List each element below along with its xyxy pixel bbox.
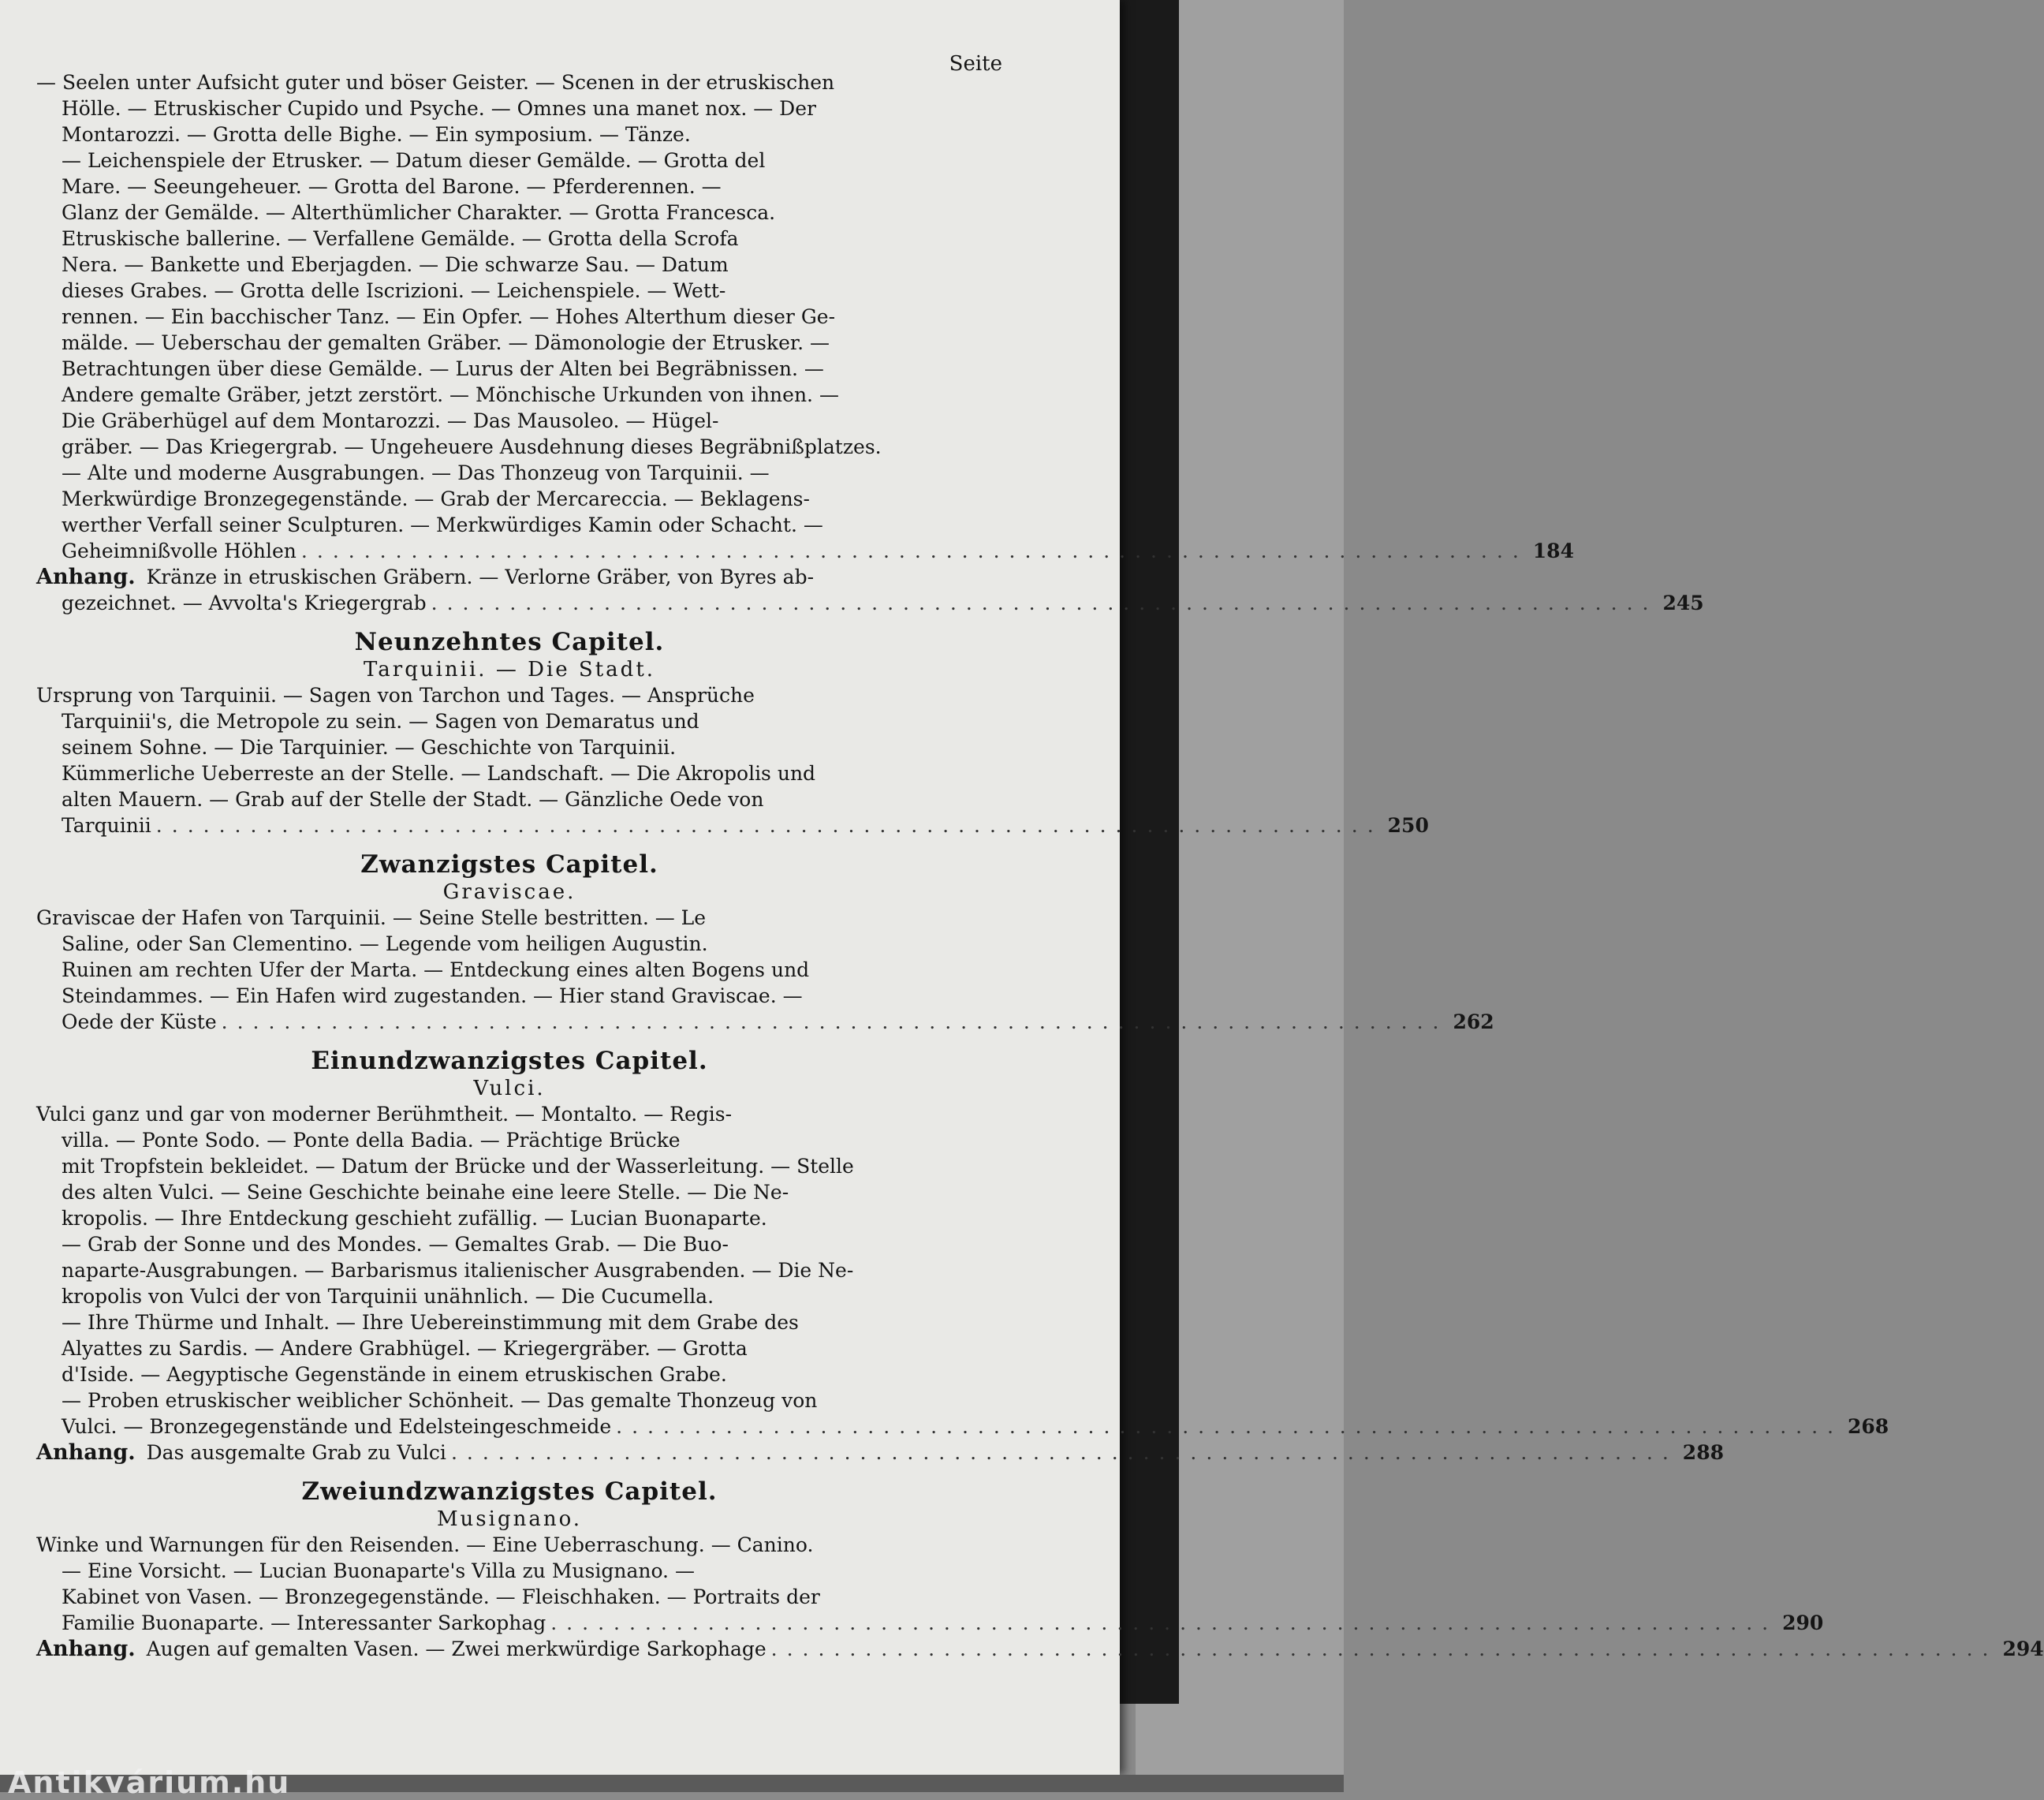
- text-line: Winke und Warnungen für den Reisenden. — Eine Ueberraschung. — Canino.: [36, 1533, 814, 1556]
- page-number: 184: [1532, 540, 1574, 562]
- seite-label: Seite: [949, 52, 1002, 76]
- leader-dots: ..............................................................................: [450, 1441, 1678, 1464]
- text-line: Nera. — Bankette und Eberjagden. — Die schwarze Sau. — Datum: [62, 253, 729, 276]
- text-line: gräber. — Das Kriegergrab. — Ungeheuere Ausdehnung dieses Begräbnißplatzes.: [62, 435, 882, 458]
- text-line: Steindammes. — Ein Hafen wird zugestanden. — Hier stand Graviscae. —: [62, 984, 803, 1007]
- text-line: villa. — Ponte Sodo. — Ponte della Badia. — Prächtige Brücke: [62, 1129, 681, 1152]
- text-line: alten Mauern. — Grab auf der Stelle der Stadt. — Gänzliche Oede von: [62, 788, 764, 811]
- text-line: Vulci ganz und gar von moderner Berühmtheit. — Montalto. — Regis-: [36, 1103, 733, 1126]
- toc-entry-end: [36, 812, 1429, 838]
- toc-entry-end: [36, 1413, 1889, 1440]
- toc-entry-end: [36, 1636, 2044, 1662]
- text-line: — Leichenspiele der Etrusker. — Datum dieser Gemälde. — Grotta del: [62, 149, 766, 172]
- text-line: Andere gemalte Gräber, jetzt zerstört. — Mönchische Urkunden von ihnen. —: [62, 383, 839, 406]
- text-line: werther Verfall seiner Sculpturen. — Merkwürdiges Kamin oder Schacht. —: [62, 513, 823, 536]
- toc-entry-end: [36, 1009, 1494, 1035]
- leader-dots: ..............................................................................: [550, 1611, 1778, 1634]
- watermark: Antikvárium.hu: [8, 1765, 291, 1800]
- leader-dots: ..............................................................................: [770, 1638, 1998, 1660]
- ch22-block: [36, 1532, 2044, 1662]
- text-line: Betrachtungen über diese Gemälde. — Lurus der Alten bei Begräbnissen. —: [62, 357, 824, 380]
- leader-dots: ..............................................................................: [300, 540, 1528, 562]
- page-number: 290: [1782, 1611, 1824, 1634]
- text-line: d'Iside. — Aegyptische Gegenstände in einem etruskischen Grabe.: [62, 1363, 727, 1386]
- text-line: Kümmerliche Ueberreste an der Stelle. — Landschaft. — Die Akropolis und: [62, 762, 816, 785]
- chapter-title: Zweiundzwanzigstes Capitel.: [301, 1477, 718, 1506]
- text-line: rennen. — Ein bacchischer Tanz. — Ein Opfer. — Hohes Alterthum dieser Ge-: [62, 305, 836, 328]
- page-number: 245: [1662, 592, 1704, 614]
- text-line: Ursprung von Tarquinii. — Sagen von Tarchon und Tages. — Ansprüche: [36, 684, 755, 707]
- text-line: Merkwürdige Bronzegegenstände. — Grab der Mercareccia. — Beklagens-: [62, 487, 810, 510]
- text-line: Hölle. — Etruskischer Cupido und Psyche. — Omnes una manet nox. — Der: [62, 97, 816, 120]
- anhang-label: Anhang.: [36, 1637, 136, 1661]
- text-line: — Alte und moderne Ausgrabungen. — Das Thonzeug von Tarquinii. —: [62, 461, 770, 484]
- text-line: kropolis von Vulci der von Tarquinii unähnlich. — Die Cucumella.: [62, 1285, 714, 1308]
- text-line: — Eine Vorsicht. — Lucian Buonaparte's Villa zu Musignano. —: [62, 1559, 695, 1582]
- text-line: dieses Grabes. — Grotta delle Iscrizioni. — Leichenspiele. — Wett-: [62, 279, 726, 302]
- text-line: naparte-Ausgrabungen. — Barbarismus italienischer Ausgrabenden. — Die Ne-: [62, 1259, 854, 1282]
- chapter-title: Zwanzigstes Capitel.: [360, 850, 658, 879]
- text-line: kropolis. — Ihre Entdeckung geschieht zufällig. — Lucian Buonaparte.: [62, 1207, 767, 1230]
- entry-last-line: Oede der Küste: [62, 1010, 217, 1033]
- leader-dots: ..............................................................................: [221, 1010, 1449, 1033]
- entry-last-line: Vulci. — Bronzegegenstände und Edelsteingeschmeide: [62, 1415, 612, 1438]
- leader-dots: ..............................................................................: [431, 592, 1658, 614]
- anhang-line: [36, 564, 983, 590]
- text-line: des alten Vulci. — Seine Geschichte beinahe eine leere Stelle. — Die Ne-: [62, 1181, 789, 1204]
- anhang-label: Anhang.: [36, 565, 136, 589]
- chapter-heading: [36, 1046, 983, 1101]
- text-line: Glanz der Gemälde. — Alterthümlicher Charakter. — Grotta Francesca.: [62, 201, 776, 224]
- page-number: 262: [1453, 1010, 1494, 1033]
- text-line: — Grab der Sonne und des Mondes. — Gemaltes Grab. — Die Buo-: [62, 1233, 729, 1256]
- leader-dots: ..............................................................................: [155, 814, 1383, 837]
- page-number: 294: [2002, 1638, 2044, 1660]
- entry-last-line: Familie Buonaparte. — Interessanter Sarkophag: [62, 1611, 546, 1634]
- text-line: Tarquinii's, die Metropole zu sein. — Sagen von Demaratus und: [62, 710, 699, 733]
- entry-last-line: Geheimnißvolle Höhlen: [62, 540, 297, 562]
- text-line: — Seelen unter Aufsicht guter und böser Geister. — Scenen in der etruskischen: [36, 71, 835, 94]
- ch19-block: [36, 682, 1429, 838]
- toc-entry-end: [36, 1440, 1724, 1466]
- text-line: mit Tropfstein bekleidet. — Datum der Brücke und der Wasserleitung. — Stelle: [62, 1155, 854, 1178]
- toc-content: [36, 46, 2044, 1662]
- ch18-block: [36, 69, 1704, 616]
- text-line: Etruskische ballerine. — Verfallene Gemälde. — Grotta della Scrofa: [62, 227, 739, 250]
- page-number: 288: [1682, 1441, 1724, 1464]
- toc-entry-end: [36, 590, 1704, 616]
- toc-entry-end: [36, 1610, 1824, 1636]
- chapter-subtitle: Musignano.: [436, 1507, 583, 1531]
- text-line: Ruinen am rechten Ufer der Marta. — Entdeckung eines alten Bogens und: [62, 958, 810, 981]
- page-number: 268: [1848, 1415, 1889, 1438]
- text-line: Graviscae der Hafen von Tarquinii. — Seine Stelle bestritten. — Le: [36, 906, 707, 929]
- chapter-title: Einundzwanzigstes Capitel.: [311, 1047, 708, 1075]
- text-line: — Proben etruskischer weiblicher Schönheit. — Das gemalte Thonzeug von: [62, 1389, 818, 1412]
- ch20-block: [36, 905, 1494, 1035]
- chapter-title: Neunzehntes Capitel.: [354, 628, 665, 656]
- text-line: Die Gräberhügel auf dem Montarozzi. — Das Mausoleo. — Hügel-: [62, 409, 719, 432]
- chapter-subtitle: Graviscae.: [442, 880, 576, 904]
- text-line: Montarozzi. — Grotta delle Bighe. — Ein symposium. — Tänze.: [62, 123, 691, 146]
- page-number: 250: [1387, 814, 1429, 837]
- chapter-heading: [36, 1477, 983, 1532]
- text-line: seinem Sohne. — Die Tarquinier. — Geschichte von Tarquinii.: [62, 736, 677, 759]
- anhang-label: Anhang.: [36, 1440, 136, 1465]
- chapter-subtitle: Vulci.: [473, 1077, 546, 1100]
- toc-entry-end: [36, 538, 1574, 564]
- anhang-text: Das ausgemalte Grab zu Vulci: [146, 1441, 446, 1464]
- entry-last-line: Tarquinii: [62, 814, 151, 837]
- text-line: Saline, oder San Clementino. — Legende vom heiligen Augustin.: [62, 932, 708, 955]
- ch21-block: [36, 1101, 1889, 1466]
- chapter-heading: [36, 850, 983, 905]
- anhang-last-line: gezeichnet. — Avvolta's Kriegergrab: [62, 592, 427, 614]
- text-line: — Ihre Thürme und Inhalt. — Ihre Uebereinstimmung mit dem Grabe des: [62, 1311, 799, 1334]
- anhang-text: Augen auf gemalten Vasen. — Zwei merkwürdige Sarkophage: [146, 1638, 766, 1660]
- text-line: Mare. — Seeungeheuer. — Grotta del Barone. — Pferderennen. —: [62, 175, 722, 198]
- text-line: mälde. — Ueberschau der gemalten Gräber. — Dämonologie der Etrusker. —: [62, 331, 830, 354]
- anhang-text: Kränze in etruskischen Gräbern. — Verlorne Gräber, von Byres ab-: [146, 566, 815, 588]
- chapter-heading: [36, 627, 983, 682]
- text-line: Alyattes zu Sardis. — Andere Grabhügel. — Kriegergräber. — Grotta: [62, 1337, 748, 1360]
- chapter-subtitle: Tarquinii. — Die Stadt.: [363, 658, 656, 682]
- leader-dots: ..............................................................................: [616, 1415, 1844, 1438]
- text-line: Kabinet von Vasen. — Bronzegegenstände. — Fleischhaken. — Portraits der: [62, 1585, 820, 1608]
